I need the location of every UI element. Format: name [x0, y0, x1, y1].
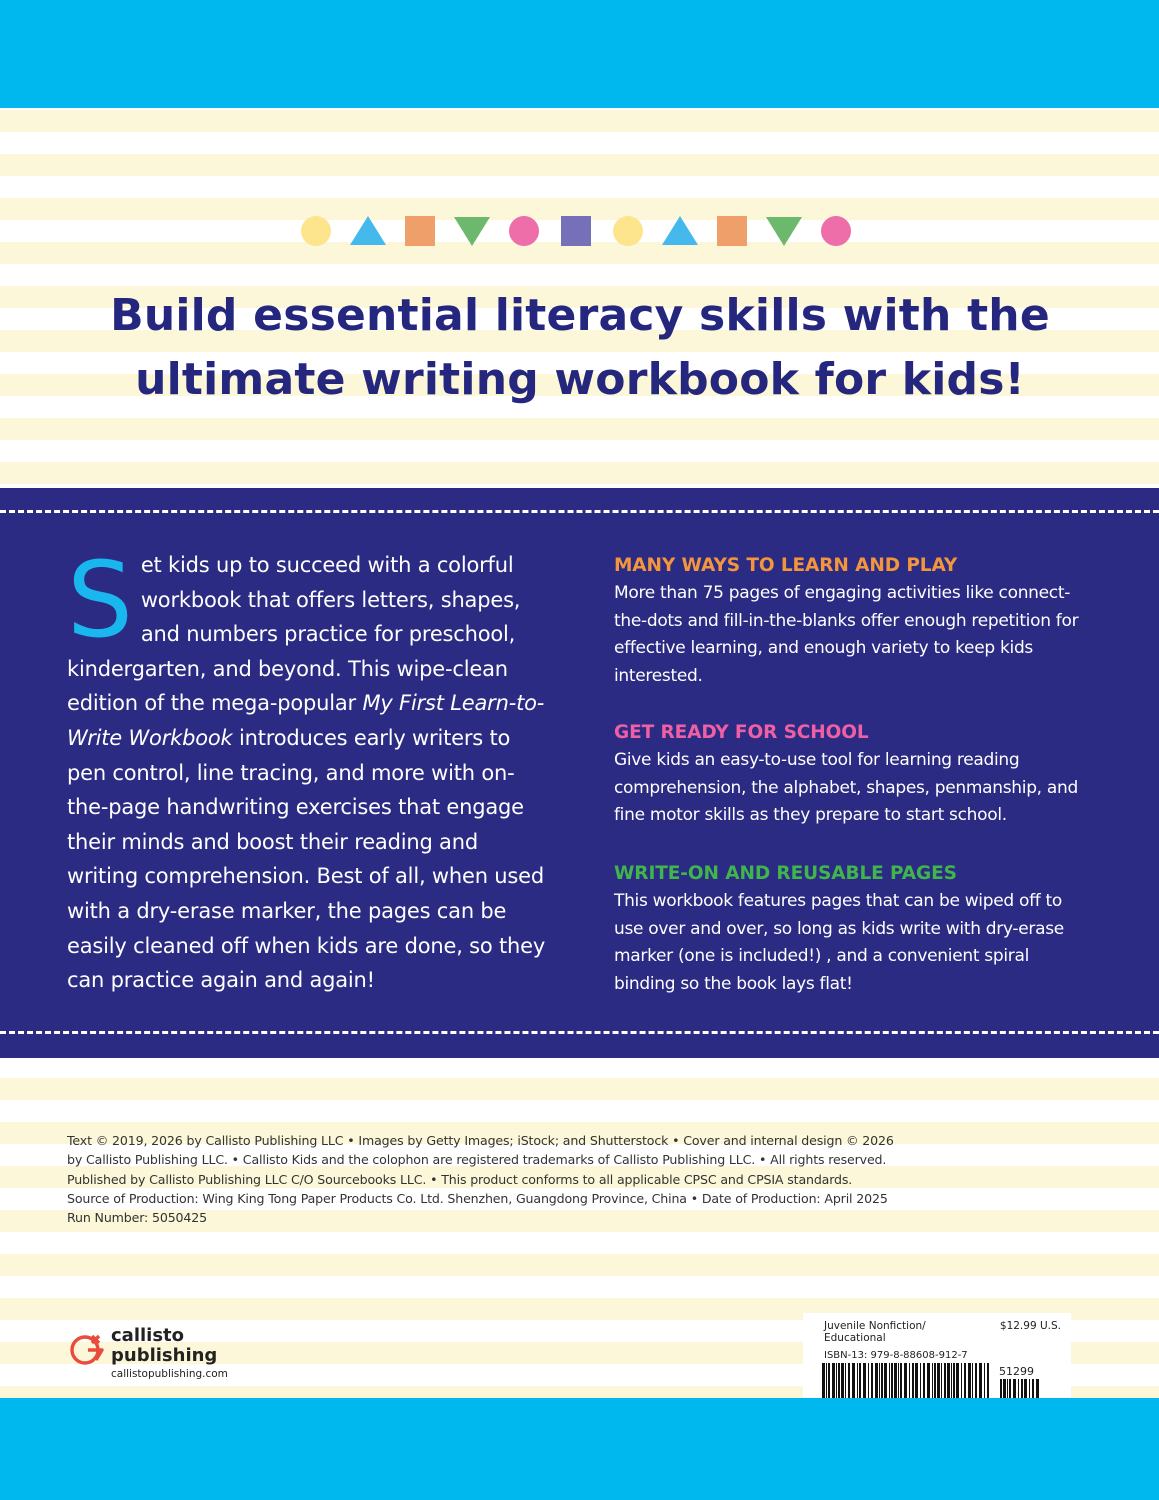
green-triangle-down-shape-icon	[766, 217, 802, 246]
legal-line: Source of Production: Wing King Tong Paper Products Co. Ltd. Shenzhen, Guangdong Province, China • Date of Production: April 2025	[67, 1190, 888, 1206]
feature-body: This workbook features pages that can be wiped off to use over and over, so long as kids write with dry-erase marker (one is included!) , and a convenient spiral binding so the book lays flat!	[614, 891, 1064, 994]
drop-cap: S	[67, 539, 133, 661]
orange-square-shape-icon	[717, 216, 747, 246]
feature-ready-for-school	[614, 719, 1084, 830]
intro-text-part-2: introduces early writers to pen control, line tracing, and more with on-the-page handwriting exercises that engage their minds and boost their reading and writing comprehension. Best of all, when used with a dry-erase marker, the pages can be easily cleaned off when kids are done, so they can practice again and again!	[67, 725, 546, 993]
isbn-label: ISBN-13: 979-8-88608-912-7	[824, 1350, 968, 1361]
bisac-category: Juvenile Nonfiction/ Educational	[824, 1320, 926, 1344]
headline	[60, 284, 1100, 412]
callisto-colophon-icon	[68, 1330, 106, 1368]
logo-name-line-1: callisto	[111, 1325, 185, 1346]
logo-name-line-2: publishing	[111, 1345, 218, 1366]
logo-url: callistopublishing.com	[111, 1368, 228, 1380]
yellow-circle-shape-icon	[301, 216, 331, 246]
price-code: 51299	[999, 1365, 1034, 1378]
purple-square-shape-icon	[561, 216, 591, 246]
price-label: $12.99 U.S.	[999, 1320, 1061, 1332]
publisher-logo	[68, 1326, 268, 1386]
blue-triangle-up-shape-icon	[662, 216, 698, 245]
intro-text-part-1: et kids up to succeed with a colorful workbook that offers letters, shapes, and numbers practice for preschool, kindergarten, and beyond. This wipe-clean edition of the mega-popular	[67, 553, 521, 716]
description-panel	[0, 488, 1159, 1058]
legal-line: Published by Callisto Publishing LLC C/O Sourcebooks LLC. • This product conforms to all applicable CPSC and CPSIA standards.	[67, 1171, 853, 1187]
feature-heading: GET READY FOR SCHOOL	[614, 722, 869, 743]
green-triangle-down-shape-icon	[454, 217, 490, 246]
feature-body: More than 75 pages of engaging activities like connect-the-dots and fill-in-the-blanks offer enough repetition for effective learning, and enough variety to keep kids interested.	[614, 583, 1079, 686]
feature-reusable-pages	[614, 860, 1084, 998]
book-title: My First Learn-to-Write Workbook	[67, 691, 545, 750]
legal-line: Run Number: 5050425	[67, 1210, 208, 1226]
yellow-circle-shape-icon	[613, 216, 643, 246]
blue-triangle-up-shape-icon	[350, 216, 386, 245]
legal-notice	[67, 1131, 927, 1227]
headline-line-1: Build essential literacy skills with the	[110, 290, 1050, 341]
legal-line: Text © 2019, 2026 by Callisto Publishing LLC • Images by Getty Images; iStock; and Shutterstock • Cover and internal design © 2026	[67, 1133, 894, 1148]
feature-heading: MANY WAYS TO LEARN AND PLAY	[614, 555, 958, 576]
dashed-divider-top	[0, 510, 1159, 513]
feature-heading: WRITE-ON AND REUSABLE PAGES	[614, 863, 957, 884]
feature-learn-and-play	[614, 552, 1084, 690]
pink-circle-shape-icon	[509, 216, 539, 246]
legal-line: by Callisto Publishing LLC. • Callisto Kids and the colophon are registered trademarks of Callisto Publishing LLC. • All rights reserved.	[67, 1152, 887, 1168]
dashed-divider-bottom	[0, 1031, 1159, 1034]
orange-square-shape-icon	[405, 216, 435, 246]
pink-circle-shape-icon	[821, 216, 851, 246]
bottom-color-band	[0, 1398, 1159, 1500]
decorative-shapes-row	[300, 214, 860, 248]
logo-name	[111, 1326, 217, 1366]
top-color-band	[0, 0, 1159, 108]
headline-line-2: ultimate writing workbook for kids!	[135, 354, 1025, 405]
feature-body: Give kids an easy-to-use tool for learning reading comprehension, the alphabet, shapes, penmanship, and fine motor skills as they prepare to start school.	[614, 750, 1078, 825]
intro-paragraph	[67, 539, 547, 998]
